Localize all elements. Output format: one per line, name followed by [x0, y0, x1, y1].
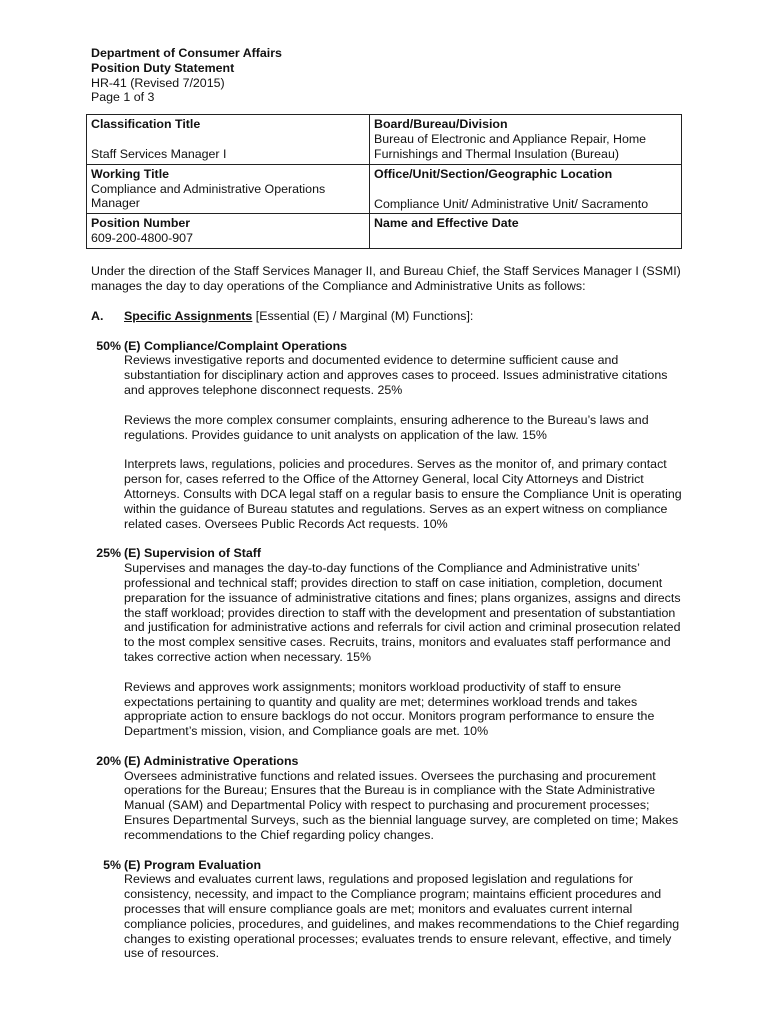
duty-section-evaluation	[91, 858, 691, 962]
office-label: Office/Unit/Section/Geographic Location	[374, 166, 613, 181]
position-number-value: 609-200-4800-907	[91, 231, 193, 246]
intro-paragraph: Under the direction of the Staff Services Manager II, and Bureau Chief, the Staff Services Manager I (SSMI) manages the day to day operations of the Compliance and Administrative Units as follows:	[91, 263, 681, 293]
section-a-heading	[91, 309, 691, 324]
name-date-cell	[370, 214, 682, 249]
duty-paragraph: Reviews and evaluates current laws, regulations and proposed legislation and regulations for consistency, necessity, and impact to the Compliance program; maintains efficient procedures and processes that will ensure compliance goals are met; monitors and evaluates current internal compliance policies, procedures, and guidelines, and makes recommendations to the Chief regarding changes to existing operational processes; evaluates trends to ensure relevant, effective, and timely use of resources.	[124, 872, 680, 961]
document-header	[91, 46, 691, 105]
duty-title: (E) Administrative Operations	[124, 753, 299, 768]
board-value: Bureau of Electronic and Appliance Repair, Home Furnishings and Thermal Insulation (Bureau)	[374, 131, 647, 161]
duty-section-administrative	[91, 754, 691, 843]
duty-percent: 5%	[103, 857, 121, 872]
duty-paragraph: Reviews and approves work assignments; monitors workload productivity of staff to ensure expectations pertaining to quantity and quality are met; determines workload trends and takes appropriate action to ensure backlogs do not occur. Monitors program performance to ensure the Department’s mission, vision, and Compliance goals are met. 10%	[124, 679, 655, 739]
duty-percent: 20%	[96, 753, 121, 768]
position-number-label: Position Number	[91, 216, 191, 231]
board-cell	[370, 115, 682, 165]
duty-paragraph: Supervises and manages the day-to-day functions of the Compliance and Administrative units’ professional and technical staff; provides direction to staff on case initiation, completion, document preparation for the issuance of administrative citations and fines; plans organizes, assigns and directs the staff workload; provides direction to staff with the development and presentation of substantiation and justification for administrative actions and referrals for civil action and criminal prosecution related to the most complex sensitive cases. Recruits, trains, monitors and evaluates staff performance and takes corrective action when necessary. 15%	[124, 561, 681, 664]
working-title-value: Compliance and Administrative Operations Manager	[91, 181, 326, 211]
duty-percent: 25%	[96, 546, 121, 561]
duty-title: (E) Supervision of Staff	[124, 546, 261, 561]
section-a-title: Specific Assignments	[124, 308, 253, 323]
duty-paragraph: Reviews investigative reports and documented evidence to determine sufficient cause and substantiation for disciplinary action and approves cases to proceed. Issues administrative citations and approves telephone disconnect requests. 25%	[124, 353, 668, 397]
position-info-table	[86, 114, 682, 249]
classification-label: Classification Title	[91, 117, 201, 132]
name-date-label: Name and Effective Date	[374, 216, 519, 231]
office-value: Compliance Unit/ Administrative Unit/ Sacramento	[374, 196, 649, 211]
department-name: Department of Consumer Affairs	[91, 46, 282, 60]
duty-title: (E) Compliance/Complaint Operations	[124, 338, 348, 353]
working-title-label: Working Title	[91, 166, 170, 181]
office-cell	[370, 164, 682, 214]
board-label: Board/Bureau/Division	[374, 117, 508, 132]
working-title-cell	[87, 164, 370, 214]
position-number-cell	[87, 214, 370, 249]
duty-paragraph: Interprets laws, regulations, policies and procedures. Serves as the monitor of, and primary contact person for, cases referred to the Office of the Attorney General, local City Attorneys and District Attorneys. Consults with DCA legal staff on a regular basis to ensure the Compliance Unit is operating within the guidance of Bureau statutes and regulations. Serves as an expert witness on compliance related cases. Oversees Public Records Act requests. 10%	[124, 457, 682, 531]
duty-section-supervision	[91, 546, 691, 739]
section-a-subtitle: [Essential (E) / Marginal (M) Functions]:	[252, 308, 474, 323]
duty-paragraph: Reviews the more complex consumer complaints, ensuring adherence to the Bureau’s laws and regulations. Provides guidance to unit analysts on application of the law. 15%	[124, 412, 649, 442]
document-title: Position Duty Statement	[91, 60, 235, 75]
duty-paragraph: Oversees administrative functions and related issues. Oversees the purchasing and procurement operations for the Bureau; Ensures that the Bureau is in compliance with the State Administrative Manual (SAM) and Departmental Policy with respect to purchasing and procurement processes; Ensures Departmental Surveys, such as the biennial language survey, are completed on time; Makes recommendations to the Chief regarding policy changes.	[124, 768, 679, 842]
page-number: Page 1 of 3	[91, 90, 155, 105]
classification-cell	[87, 115, 370, 165]
section-a-letter: A.	[91, 308, 104, 323]
duty-section-compliance	[91, 339, 691, 532]
duty-title: (E) Program Evaluation	[124, 857, 262, 872]
classification-value: Staff Services Manager I	[91, 146, 227, 161]
form-number: HR-41 (Revised 7/2015)	[91, 75, 225, 90]
duty-percent: 50%	[96, 338, 121, 353]
document-page	[91, 46, 691, 961]
